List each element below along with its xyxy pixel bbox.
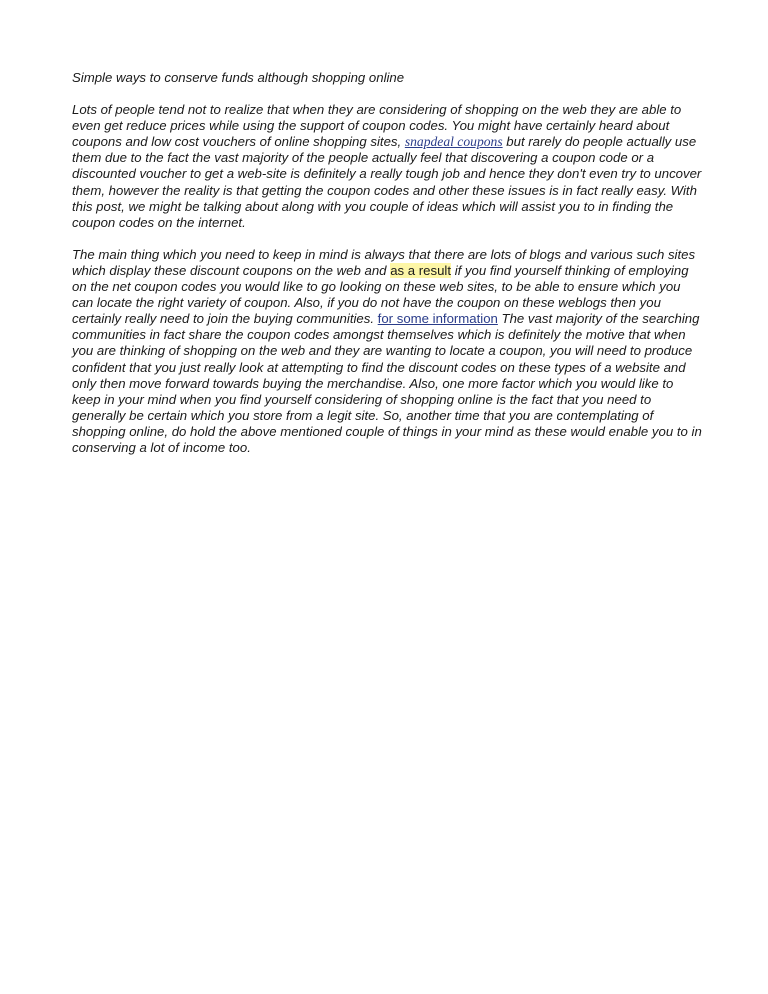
paragraph-intro — [72, 102, 702, 231]
paragraph-main-text-part1: The main thing which you need to keep in mind is always that there are lots of blogs and various such sites which display these discount coupons on the web and — [72, 246, 696, 278]
paragraph-main-text-part2: if you find yourself thinking of employing on the net coupon codes you would like to go looking on these web sites, to be able to ensure which you can locate the right variety of coupon. Also, if you do not have the coupon on these weblogs then you certainly really need to join the buying communities. — [72, 262, 689, 327]
document-title: Simple ways to conserve funds although shopping online — [72, 70, 405, 85]
snapdeal-coupons-link[interactable]: snapdeal coupons — [404, 134, 503, 150]
for-some-information-link[interactable]: for some information — [377, 311, 498, 327]
paragraph-intro-text-after: but rarely do people actually use them due to the fact the vast majority of the people actually feel that discovering a coupon code or a discounted voucher to get a web-site is definitely a really tough job and hence they don't even try to uncover them, however the reality is that getting the coupon codes and other these issues is in fact really easy. With this post, we might be talking about along with you couple of ideas which will assist you to in finding the coupon codes on the internet. — [72, 134, 702, 230]
document-page — [72, 70, 702, 472]
paragraph-main — [72, 247, 702, 456]
paragraph-intro-text-before: Lots of people tend not to realize that when they are considering of shopping on the web they are able to even get reduce prices while using the support of coupon codes. You might have certainly heard about coupons and low cost vouchers of online shopping sites, — [72, 102, 682, 150]
highlighted-text: as a result — [390, 262, 452, 278]
paragraph-main-text-part3: The vast majority of the searching communities in fact share the coupon codes amongst themselves which is definitely the motive that when you are thinking of shopping on the web and they are wanting to locate a coupon, you will need to produce confident that you just really look at attempting to find the discount codes on these types of a website and only then move forward towards buying the merchandise. Also, one more factor which you would like to keep in your mind when you find yourself considering of shopping online is the fact that you need to generally be certain which you store from a legit site. So, another time that you are contemplating of shopping online, do hold the above mentioned couple of things in your mind as these would enable you to in conserving a lot of income too. — [72, 311, 702, 455]
